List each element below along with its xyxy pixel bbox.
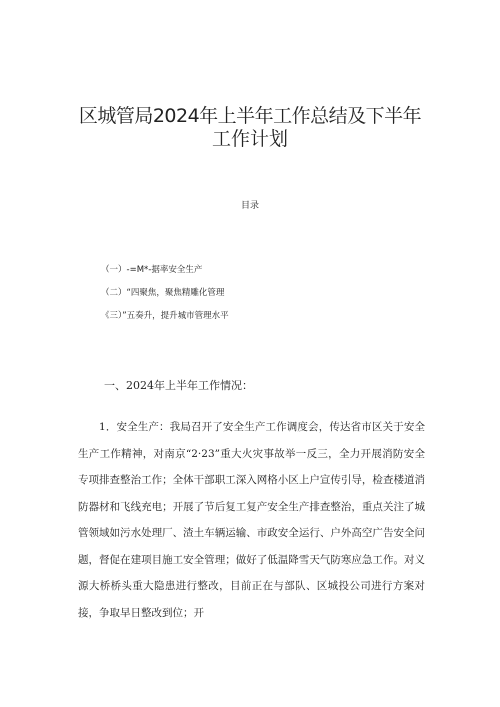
toc-heading: 目录 xyxy=(240,201,259,211)
toc-item: 《三）”五奏升，提升城市管理水平 xyxy=(101,311,229,321)
toc-item: （二）“四聚焦，聚焦精雕化管理 xyxy=(101,288,225,298)
section-heading: 一、2024年上半年工作情况： xyxy=(104,379,253,392)
toc-item: （一）-=M*-据率安全生产 xyxy=(101,265,203,275)
document-title-line-2: 工作计划 xyxy=(211,128,288,150)
document-title-line-1: 区城管局2024年上半年工作总结及下半年 xyxy=(78,105,422,127)
body-paragraph: 1．安全生产：我局召开了安全生产工作调度会，传达省市区关于安全生产工作精神，对南京“2·23”重大火灾事故举一反三，全力开展消防安全专项排查整治工作；全体干部职工深入网格小区上户宣传引导，检查楼道消防器材和飞线充电；开展了节后复工复产安全生产排查整治，重点关注了城管领域如污水处理厂、渣土车辆运输、市政安全运行、户外高空广告安全问题，督促在建项目施工安全管理；做好了低温降雪天气防寒应急工作。对义源大桥桥头重大隐患进行整改，目前正在与部队、区城投公司进行方案对接，争取早日整改到位；开 xyxy=(78,421,425,619)
